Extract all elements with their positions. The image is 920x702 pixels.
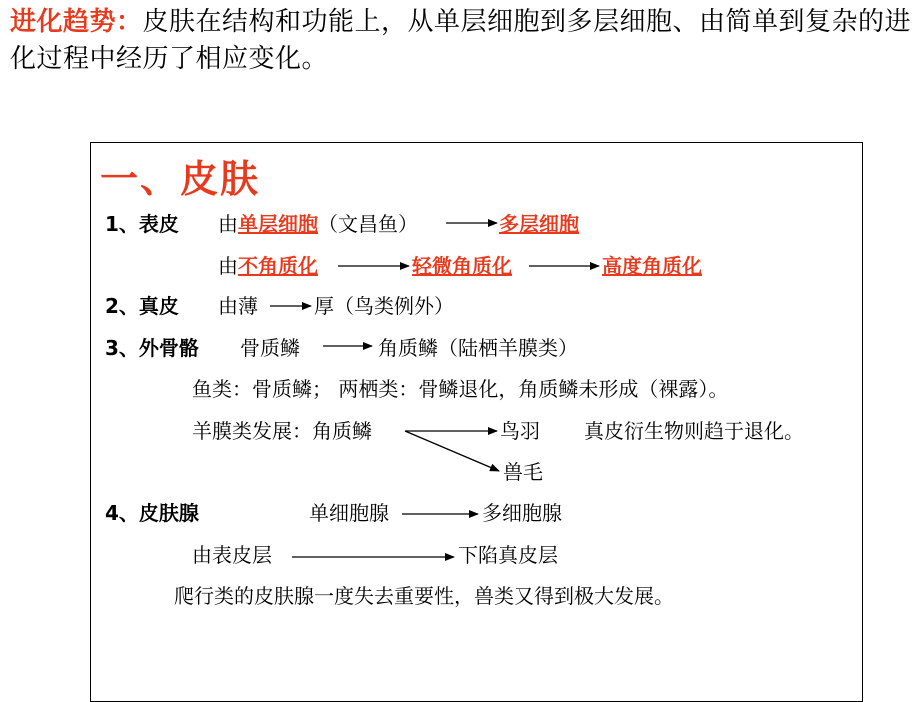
horny-scale: 角质鳞（陆栖羊膜类）	[378, 336, 578, 360]
gland-origin: 由表皮层	[192, 543, 272, 567]
dermis-thick: 厚（鸟类例外）	[314, 294, 454, 318]
slightly-keratinized: 轻微角质化	[412, 254, 512, 278]
epidermis-label: 1、表皮	[105, 212, 179, 236]
arrow-icon	[405, 431, 499, 471]
dermis-thin: 由薄	[218, 294, 258, 318]
mammal-fur: 兽毛	[503, 460, 543, 484]
gland-sink-dermis: 下陷真皮层	[458, 543, 558, 567]
dermis-label: 2、真皮	[105, 294, 179, 318]
bird-feather: 鸟羽	[500, 419, 540, 443]
multicellular-gland: 多细胞腺	[482, 501, 562, 525]
epidermis-row2-pre: 由	[218, 254, 238, 278]
section-title: 一、皮肤	[100, 157, 261, 201]
fish-amphibian-line: 鱼类：骨质鳞； 两栖类：骨鳞退化，角质鳞未形成（裸露）。	[192, 377, 729, 401]
epidermis-row1-pre: 由	[218, 212, 238, 236]
unicellular-gland: 单细胞腺	[309, 501, 389, 525]
intro-text: 皮肤在结构和功能上，从单层细胞到多层细胞、由简单到复杂的进化过程中经历了相应变化。	[10, 7, 912, 74]
single-layer-cells: 单层细胞	[238, 212, 318, 236]
amphioxus-note: （文昌鱼）	[318, 212, 418, 236]
amniote-development: 羊膜类发展：角质鳞	[192, 419, 372, 443]
intro-lead: 进化趋势：	[10, 7, 143, 37]
dermis-derivative-note: 真皮衍生物则趋于退化。	[584, 419, 804, 443]
non-keratinized: 不角质化	[238, 254, 318, 278]
glands-label: 4、皮肤腺	[105, 501, 199, 525]
gland-development-note: 爬行类的皮肤腺一度失去重要性，兽类又得到极大发展。	[174, 584, 674, 608]
bony-scale: 骨质鳞	[240, 336, 300, 360]
multi-layer-cells: 多层细胞	[499, 212, 579, 236]
exoskeleton-label: 3、外骨骼	[105, 336, 199, 360]
highly-keratinized: 高度角质化	[602, 254, 702, 278]
